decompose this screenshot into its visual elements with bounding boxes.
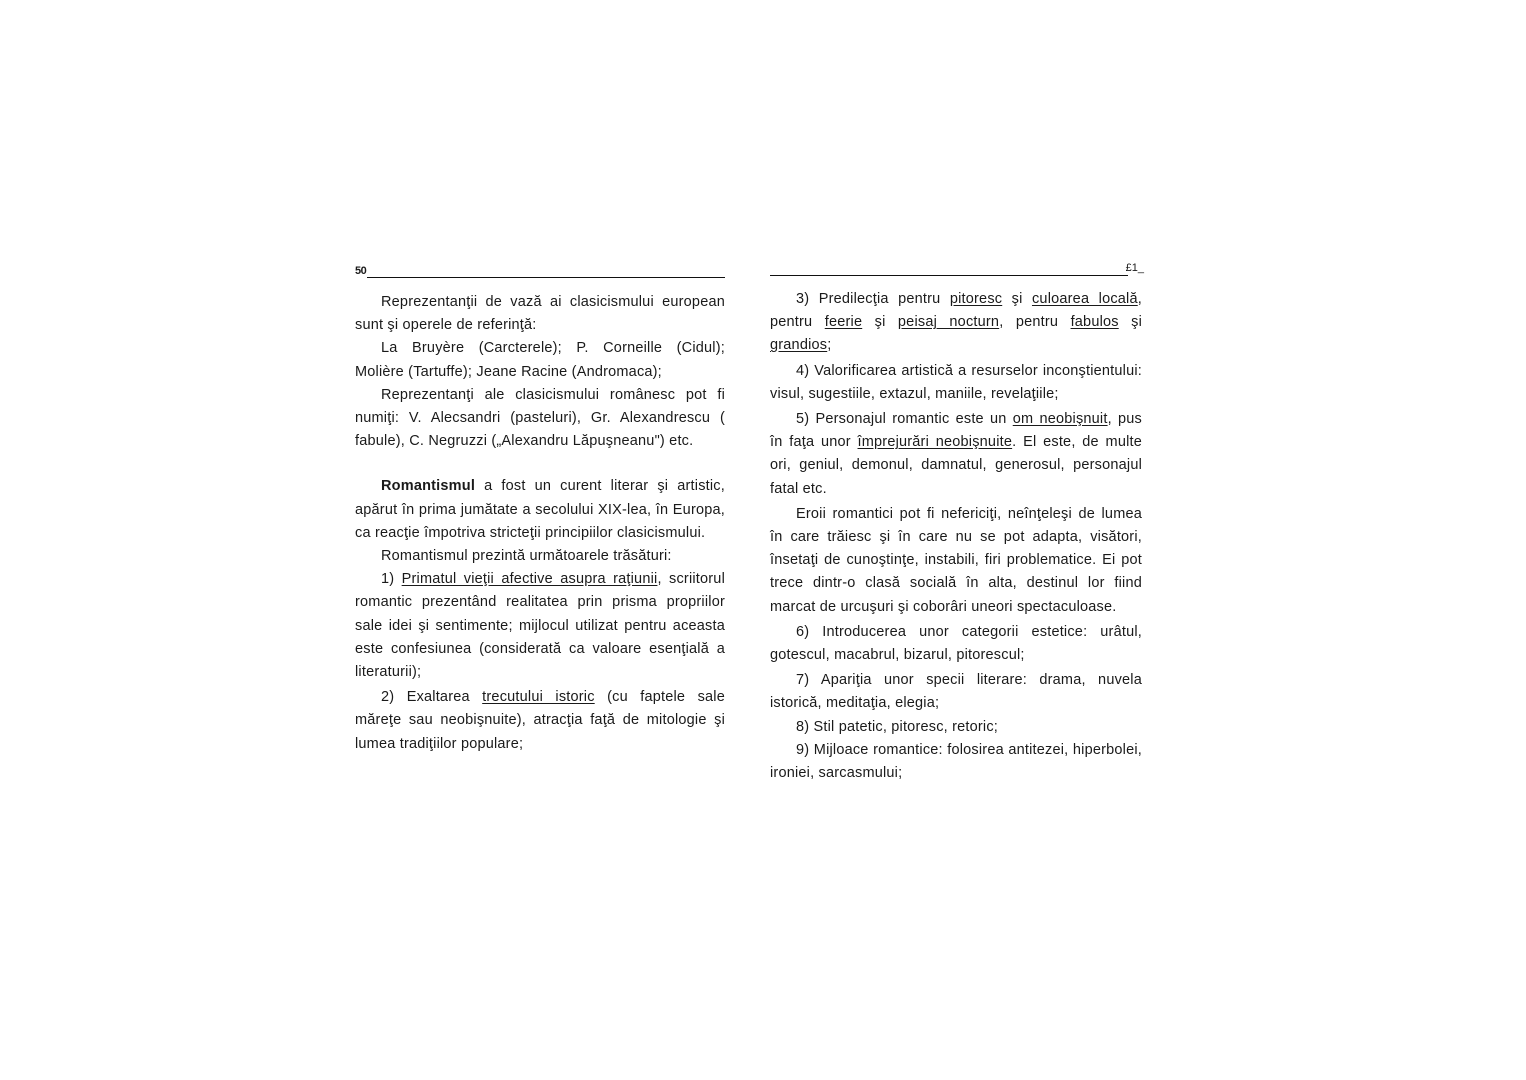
list-item-6: 6) Introducerea unor categorii estetice: urâtul, gotescul, macabrul, bizarul, pitorescul; bbox=[770, 623, 1142, 664]
paragraph-representatives-european: Reprezentanţii de vază ai clasicismului european sunt şi operele de referinţă: bbox=[355, 294, 725, 334]
list-item-3: 3) Predilecţia pentru pitoresc şi culoarea locală, pentru feerie şi peisaj nocturn, pentru fabulos şi grandios; bbox=[770, 291, 1143, 354]
section-gap bbox=[355, 453, 725, 475]
left-page-body bbox=[355, 291, 725, 756]
term-romantismul: Romantismul bbox=[381, 478, 476, 495]
right-page-body bbox=[770, 288, 1142, 785]
list-item-8: 8) Stil patetic, pitoresc, retoric; bbox=[796, 718, 999, 735]
header-rule-right bbox=[770, 275, 1128, 276]
list-item-1: 1) Primatul vieţii afective asupra raţiunii, scriitorul romantic prezentând realitatea prin prisma propriilor sale idei şi sentimente; mijlocul utilizat pentru aceasta este confesiunea (considerată ca valoare esenţială a literaturii); bbox=[355, 571, 725, 681]
header-rule-left bbox=[367, 277, 725, 278]
left-page bbox=[355, 262, 725, 756]
page-number-right: £1_ bbox=[1125, 262, 1144, 274]
paragraph-romanian-classicism: Reprezentanţi ale clasicismului românesc pot fi numiţi: V. Alecsandri (pasteluri), Gr. Alexandrescu ( fabule), C. Negruzzi („Alexandru Lăpuşneanu") etc. bbox=[355, 386, 725, 450]
page-number-left: 50 bbox=[355, 265, 367, 277]
left-page-header bbox=[355, 262, 725, 280]
list-item-9: 9) Mijloace romantice: folosirea antitezei, hiperbolei, ironiei, sarcasmului; bbox=[770, 741, 1142, 782]
right-page bbox=[770, 262, 1142, 785]
list-item-5: 5) Personajul romantic este un om neobişnuit, pus în faţa unor împrejurări neobişnuite. El este, de multe ori, geniul, demonul, damnatul, generosul, personajul fatal etc. bbox=[770, 411, 1143, 497]
list-item-4: 4) Valorificarea artistică a resurselor inconştientului: visul, sugestiile, extazul, maniile, revelaţiile; bbox=[770, 362, 1142, 402]
paragraph-reference-works: La Bruyère (Carcterele); P. Corneille (Cidul); Molière (Tartuffe); Jeane Racine (Andromaca); bbox=[355, 340, 725, 380]
right-page-header bbox=[770, 262, 1142, 280]
paragraph-romanticism-definition: Romantismul a fost un curent literar şi artistic, apărut în prima jumătate a secolului XIX-lea, în Europa, ca reacţie împotriva stricteţii principiilor clasicismului. bbox=[355, 478, 725, 541]
list-item-2: 2) Exaltarea trecutului istoric (cu faptele sale măreţe sau neobişnuite), atracţia faţă de mitologie şi lumea tradiţiilor populare; bbox=[355, 689, 725, 752]
list-item-7: 7) Apariţia unor specii literare: drama, nuvela istorică, meditaţia, elegia; bbox=[770, 672, 1142, 712]
paragraph-features-intro: Romantismul prezintă următoarele trăsături: bbox=[381, 548, 672, 565]
paragraph-romantic-heroes: Eroii romantici pot fi nefericiţi, neînţeleşi de lumea în care trăiesc şi în care nu se pot adapta, visători, însetaţi de cunoştinţe, instabili, firi problematice. Ei pot trece dintr-o clasă socială în alta, destinul lor fiind marcat de urcuşuri şi coborâri uneori spectaculoase. bbox=[770, 505, 1142, 615]
